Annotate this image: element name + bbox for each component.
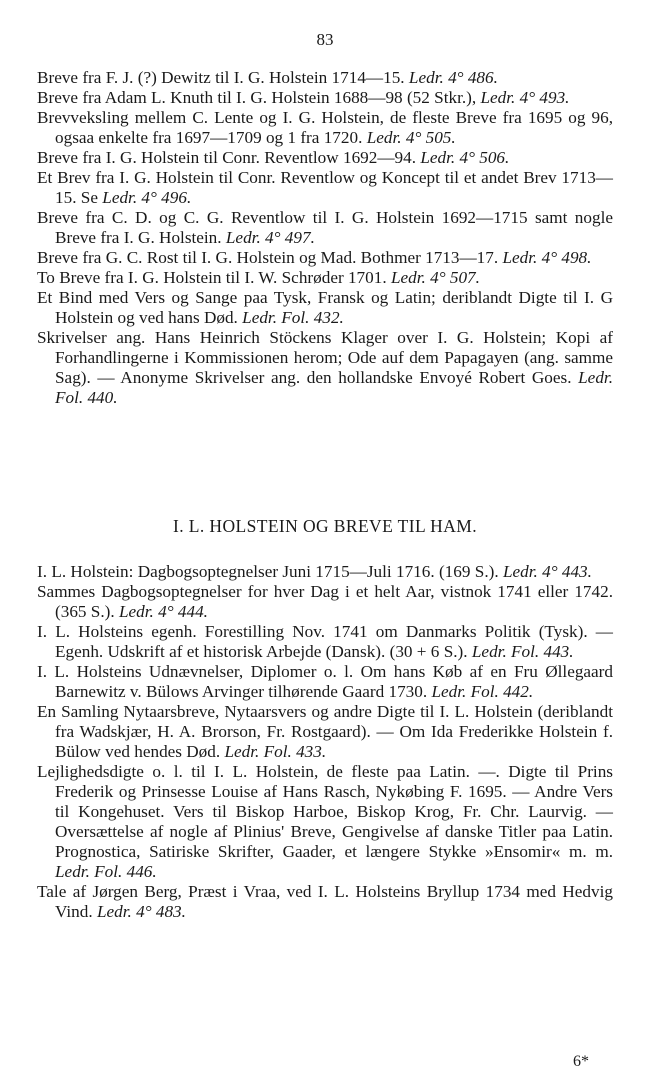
entry-text: To Breve fra I. G. Holstein til I. W. Schrøder 1701. <box>37 268 391 287</box>
entry-text: Breve fra Adam L. Knuth til I. G. Holstein 1688—98 (52 Stkr.), <box>37 88 481 107</box>
entry-list-bottom <box>37 562 613 922</box>
entry-shelfmark: Ledr. 4° 493. <box>480 88 570 107</box>
entry-shelfmark: Ledr. Fol. 432. <box>242 308 344 327</box>
entry-shelfmark: Ledr. 4° 507. <box>390 268 480 287</box>
catalog-entry <box>37 268 613 288</box>
entry-text: Tale af Jørgen Berg, Præst i Vraa, ved I. L. Holsteins Bryllup 1734 med Hedvig Vind. <box>37 882 613 921</box>
catalog-entry <box>37 702 613 762</box>
entry-shelfmark: Ledr. 4° 506. <box>420 148 510 167</box>
entry-text: Sammes Dagbogsoptegnelser for hver Dag i et helt Aar, vistnok 1741 eller 1742. (365 S.). <box>37 582 613 621</box>
catalog-entry <box>37 148 613 168</box>
entry-shelfmark: Ledr. Fol. 443. <box>471 642 574 661</box>
entry-shelfmark: Ledr. 4° 483. <box>96 902 186 921</box>
entry-shelfmark: Ledr. 4° 496. <box>102 188 192 207</box>
entry-shelfmark: Ledr. 4° 498. <box>502 248 592 267</box>
catalog-entry <box>37 762 613 882</box>
catalog-entry <box>37 328 613 408</box>
entry-shelfmark: Ledr. Fol. 433. <box>224 742 327 761</box>
catalog-entry <box>37 108 613 148</box>
entry-shelfmark: Ledr. Fol. 440. <box>55 368 613 407</box>
catalog-entry <box>37 248 613 268</box>
entry-shelfmark: Ledr. 4° 444. <box>118 602 208 621</box>
entry-text: I. L. Holstein: Dagbogsoptegnelser Juni 1715—Juli 1716. (169 S.). <box>37 562 503 581</box>
entry-shelfmark: Ledr. 4° 505. <box>366 128 456 147</box>
entry-text: I. L. Holsteins egenh. Forestilling Nov. 1741 om Danmarks Politik (Tysk). — Egenh. Udskrift af et historisk Arbejde (Dansk). (30 + 6 S.). <box>37 622 613 661</box>
catalog-entry <box>37 168 613 208</box>
catalog-entry <box>37 622 613 662</box>
entry-shelfmark: Ledr. 4° 497. <box>225 228 315 247</box>
entry-shelfmark: Ledr. Fol. 442. <box>431 682 534 701</box>
entry-shelfmark: Ledr. 4° 486. <box>408 68 498 87</box>
entry-text: Breve fra G. C. Rost til I. G. Holstein og Mad. Bothmer 1713—17. <box>37 248 503 267</box>
entry-shelfmark: Ledr. Fol. 446. <box>55 862 157 881</box>
catalog-entry <box>37 562 613 582</box>
entry-text: Brevveksling mellem C. Lente og I. G. Holstein, de fleste Breve fra 1695 og 96, ogsaa enkelte fra 1697—1709 og 1 fra 1720. <box>37 108 613 147</box>
catalog-entry <box>37 88 613 108</box>
entry-text: I. L. Holsteins Udnævnelser, Diplomer o. l. Om hans Køb af en Fru Øllegaard Barnewitz v. Bülows Arvinger tilhørende Gaard 1730. <box>37 662 613 701</box>
catalog-entry <box>37 882 613 922</box>
entry-text: Et Bind med Vers og Sange paa Tysk, Fransk og Latin; deriblandt Digte til I. G Holstein og ved hans Død. <box>37 288 613 327</box>
catalog-entry <box>37 582 613 622</box>
entry-text: Lejlighedsdigte o. l. til I. L. Holstein, de fleste paa Latin. —. Digte til Prins Frederik og Prinsesse Louise af Hans Rasch, Nykøbing F. 1695. — Andre Vers til Kongehuset. Vers til Biskop Harboe, Biskop Krog, Fr. Chr. Laurvig. — Oversættelse af nogle af Plinius' Breve, Gengivelse af danske Titler paa Latin. Prognostica, Satiriske Skrifter, Gaader, et længere Stykke »Ensomir« m. m. <box>37 762 613 861</box>
entry-text: Breve fra C. D. og C. G. Reventlow til I. G. Holstein 1692—1715 samt nogle Breve fra I. G. Holstein. <box>37 208 613 247</box>
entry-text: Breve fra F. J. (?) Dewitz til I. G. Holstein 1714—15. <box>37 68 409 87</box>
catalog-entry <box>37 68 613 88</box>
entry-shelfmark: Ledr. 4° 443. <box>502 562 592 581</box>
entry-text: En Samling Nytaarsbreve, Nytaarsvers og andre Digte til I. L. Holstein (deriblandt fra Wadskjær, H. A. Brorson, Fr. Rostgaard). — Om Ida Frederikke Holstein f. Bülow ved hendes Død. <box>37 702 613 761</box>
signature-mark: 6* <box>573 1053 589 1070</box>
page-number: 83 <box>316 30 334 49</box>
entry-text: Breve fra I. G. Holstein til Conr. Reventlow 1692—94. <box>37 148 421 167</box>
catalog-entry <box>37 662 613 702</box>
catalog-entry <box>37 288 613 328</box>
section-heading: I. L. HOLSTEIN OG BREVE TIL HAM. <box>173 516 477 536</box>
entry-text: Et Brev fra I. G. Holstein til Conr. Reventlow og Koncept til et andet Brev 1713—15. Se <box>37 168 613 207</box>
catalog-entry <box>37 208 613 248</box>
entry-list-top <box>37 68 613 408</box>
entry-text: Skrivelser ang. Hans Heinrich Stöckens Klager over I. G. Holstein; Kopi af Forhandlingerne i Kommissionen herom; Ode auf dem Papagayen (ang. samme Sag). — Anonyme Skrivelser ang. den hollandske Envoyé Robert Goes. <box>37 328 613 387</box>
